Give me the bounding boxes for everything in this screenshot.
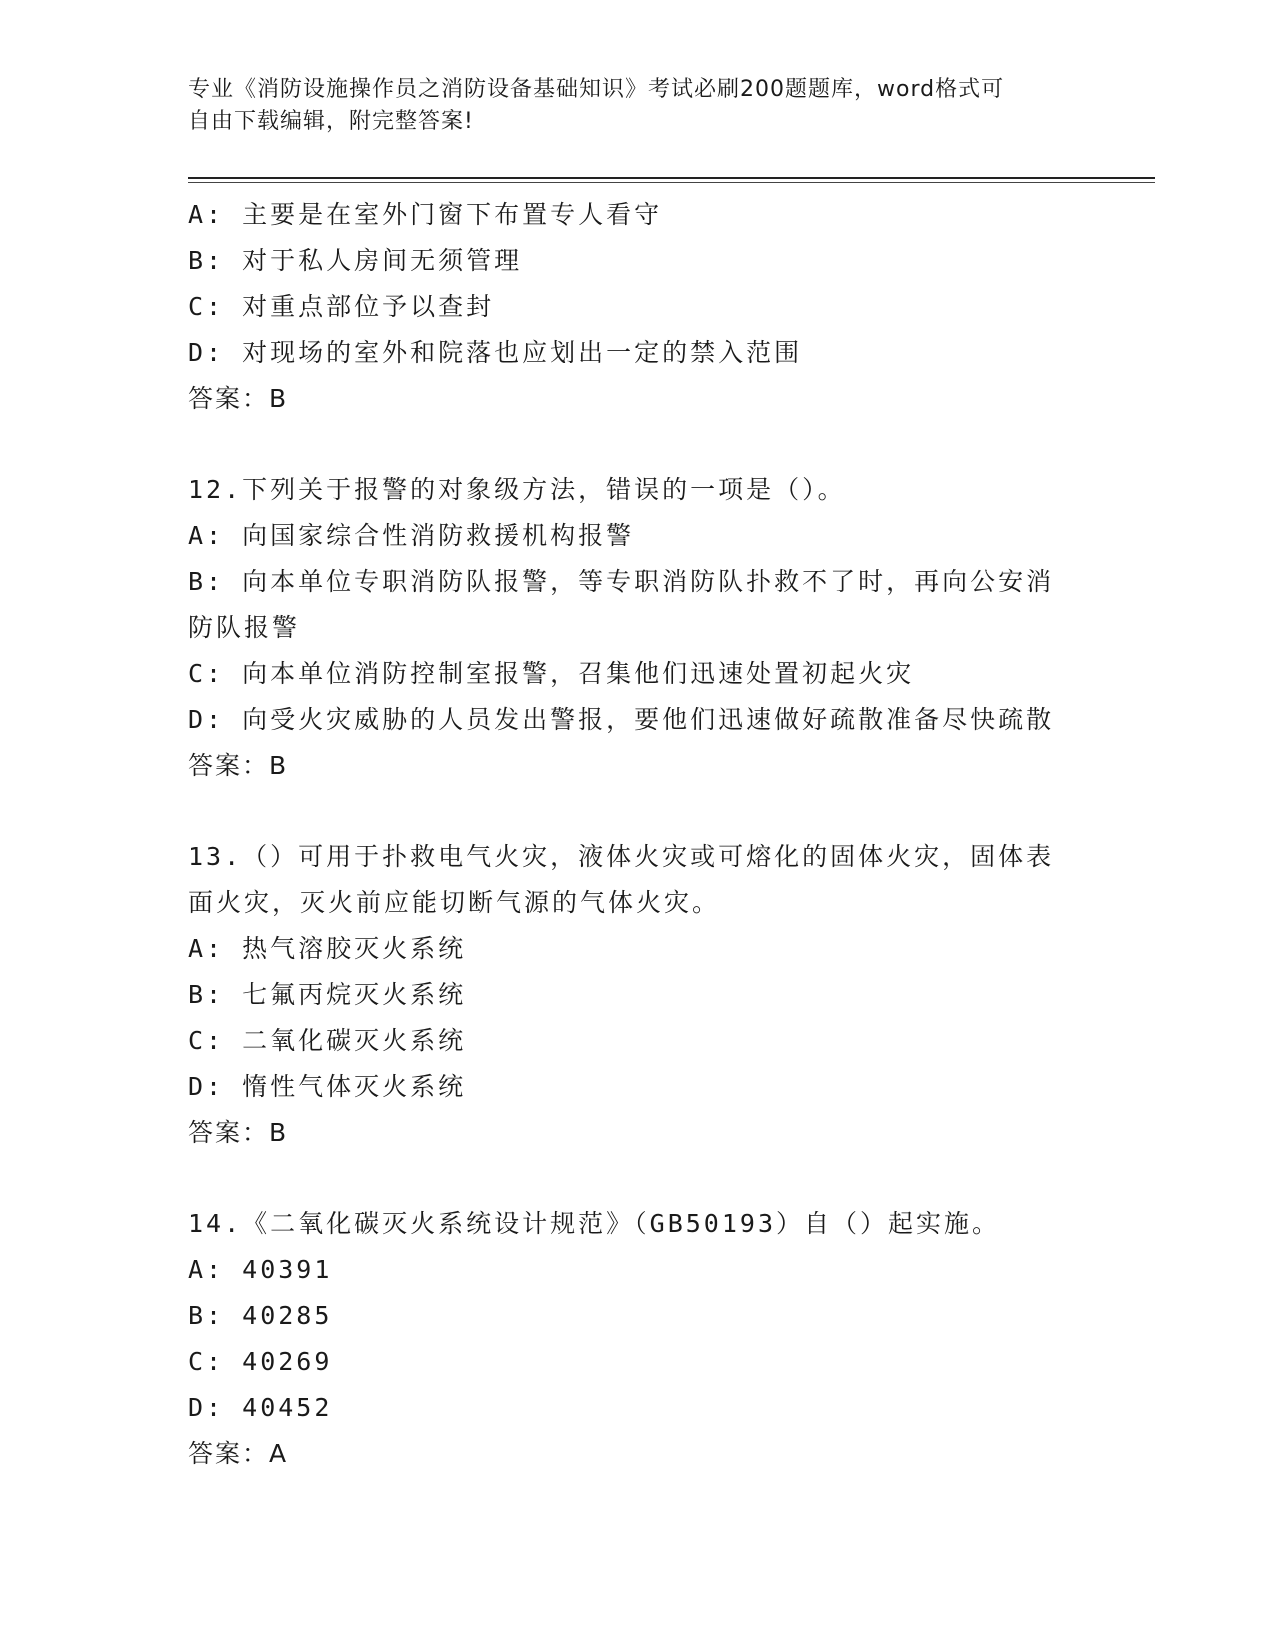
option-c: C: 40269 bbox=[188, 1347, 333, 1376]
header-line-2: 自由下载编辑，附完整答案! bbox=[188, 109, 474, 134]
option-b: B: 向本单位专职消防队报警，等专职消防队扑救不了时，再向公安消 bbox=[188, 567, 1055, 596]
answer: 答案：B bbox=[188, 1118, 289, 1147]
option-b: B: 40285 bbox=[188, 1301, 333, 1330]
question-14 bbox=[188, 1201, 1108, 1477]
option-b-continued: 防队报警 bbox=[188, 613, 301, 642]
header-divider-thick bbox=[188, 177, 1155, 179]
answer: 答案：A bbox=[188, 1439, 289, 1468]
question-list bbox=[188, 192, 1108, 1477]
option-c: C: 向本单位消防控制室报警，召集他们迅速处置初起火灾 bbox=[188, 659, 915, 688]
option-a: A: 热气溶胶灭火系统 bbox=[188, 934, 467, 963]
option-d: D: 向受火灾威胁的人员发出警报，要他们迅速做好疏散准备尽快疏散 bbox=[188, 705, 1055, 734]
option-a: A: 40391 bbox=[188, 1255, 333, 1284]
option-d: D: 对现场的室外和院落也应划出一定的禁入范围 bbox=[188, 338, 803, 367]
question-stem: 12.下列关于报警的对象级方法，错误的一项是（）。 bbox=[188, 475, 846, 504]
question-stem: 14.《二氧化碳灭火系统设计规范》（GB50193）自（）起实施。 bbox=[188, 1209, 1001, 1238]
option-c: C: 二氧化碳灭火系统 bbox=[188, 1026, 467, 1055]
option-b: B: 对于私人房间无须管理 bbox=[188, 246, 523, 275]
header-divider-thin bbox=[188, 182, 1155, 183]
option-a: A: 主要是在室外门窗下布置专人看守 bbox=[188, 200, 663, 229]
option-b: B: 七氟丙烷灭火系统 bbox=[188, 980, 467, 1009]
question-12 bbox=[188, 467, 1108, 789]
answer: 答案：B bbox=[188, 384, 289, 413]
option-c: C: 对重点部位予以查封 bbox=[188, 292, 495, 321]
document-header bbox=[188, 74, 1088, 138]
option-a: A: 向国家综合性消防救援机构报警 bbox=[188, 521, 635, 550]
question-13 bbox=[188, 834, 1108, 1156]
answer: 答案：B bbox=[188, 751, 289, 780]
question-stem-continued: 面火灾，灭火前应能切断气源的气体火灾。 bbox=[188, 888, 721, 917]
header-line-1: 专业《消防设施操作员之消防设备基础知识》考试必刷200题题库，word格式可 bbox=[188, 77, 1005, 102]
option-d: D: 惰性气体灭火系统 bbox=[188, 1072, 467, 1101]
option-d: D: 40452 bbox=[188, 1393, 333, 1422]
question-stem: 13.（）可用于扑救电气火灾，液体火灾或可熔化的固体火灾，固体表 bbox=[188, 842, 1055, 871]
question-11 bbox=[188, 192, 1108, 422]
